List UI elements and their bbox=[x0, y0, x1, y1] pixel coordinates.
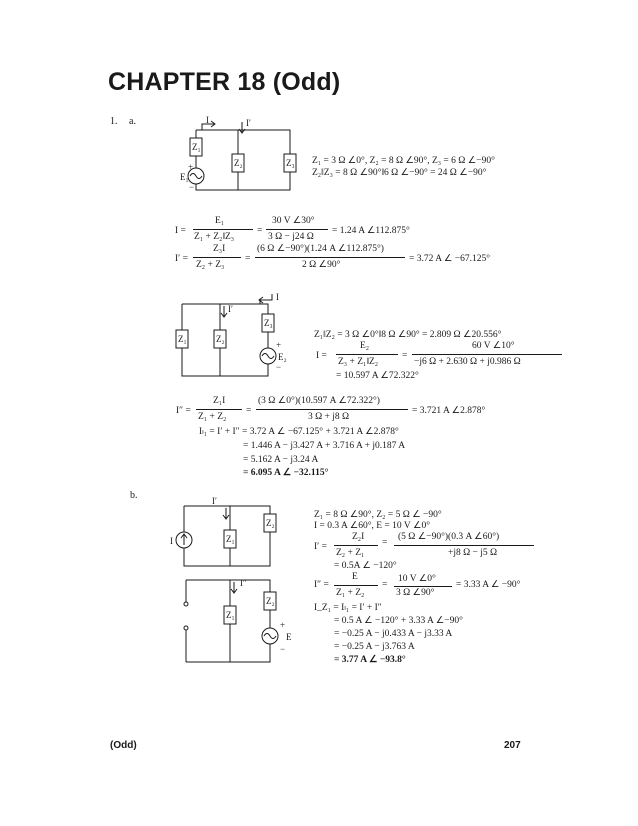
b-ipp-eq: = bbox=[382, 580, 388, 590]
b-ipp-num2: 10 V ∠0° bbox=[398, 574, 436, 584]
a-ipp-fraction-bar-2 bbox=[256, 409, 408, 410]
b-ipp-den2: 3 Ω ∠90° bbox=[396, 588, 435, 598]
b-ip-fraction-bar-2 bbox=[394, 545, 534, 546]
a-ip-lhs: I′ = bbox=[175, 254, 188, 264]
a2-z3-label: Z₃ bbox=[264, 318, 273, 328]
b-given-2: I = 0.3 A ∠60°, E = 10 V ∠0° bbox=[314, 521, 431, 531]
a-ipp-den2: 3 Ω + j8 Ω bbox=[308, 412, 350, 422]
b2-z2-label: Z₂ bbox=[266, 596, 275, 606]
a2-plus-label: + bbox=[276, 340, 282, 350]
b-iz-line-2: = 0.5 A ∠ −120° + 3.33 A ∠−90° bbox=[334, 616, 463, 626]
circuit-a1-diagram bbox=[178, 115, 308, 198]
a-il-line-2: = 1.446 A − j3.427 A + 3.716 A + j0.187 A bbox=[243, 441, 406, 451]
b1-z2-label: Z₂ bbox=[266, 518, 275, 528]
circuit-a2-diagram bbox=[172, 292, 292, 384]
a-i2-den2: −j6 Ω + 2.630 Ω + j0.986 Ω bbox=[414, 357, 521, 367]
a-ip-den1: Z₂ + Z₃ bbox=[196, 260, 225, 270]
b-ip-eq: = bbox=[382, 538, 388, 548]
b2-plus-label: + bbox=[280, 620, 286, 630]
a-ipp-fraction-bar-1 bbox=[196, 409, 242, 410]
a-ip-num1: Z₃I bbox=[213, 244, 226, 254]
a-z12: Z₁‖Z₂ = 3 Ω ∠0°‖8 Ω ∠90° = 2.809 Ω ∠20.556° bbox=[314, 330, 502, 340]
b2-minus-label: − bbox=[280, 644, 286, 654]
b-iz-line-1: I_Z₁ = Iₗ₁ = I′ + I″ bbox=[314, 603, 382, 613]
a-i2-result: = 10.597 A ∠72.322° bbox=[336, 371, 419, 381]
part-b-label: b. bbox=[130, 490, 138, 501]
a1-minus-label: − bbox=[189, 182, 195, 192]
a-i-num1: E₁ bbox=[215, 216, 225, 226]
b2-idoubleprime-label: I″ bbox=[240, 578, 247, 588]
a-i2-num2: 60 V ∠10° bbox=[472, 341, 515, 351]
a-i-num2: 30 V ∠30° bbox=[272, 216, 315, 226]
a2-e2-label: E₂ bbox=[278, 352, 287, 362]
b-iz-line-4: = −0.25 A − j3.763 A bbox=[334, 642, 415, 652]
a-i-lhs: I = bbox=[175, 226, 186, 236]
a-ip-fraction-bar-1 bbox=[193, 257, 241, 258]
b2-z1-label: Z₁ bbox=[226, 610, 235, 620]
a2-i-label: I bbox=[276, 292, 279, 302]
a-ipp-eq: = bbox=[246, 406, 252, 416]
a-ipp-num2: (3 Ω ∠0°)(10.597 A ∠72.322°) bbox=[258, 396, 380, 406]
b-given-1: Z₁ = 8 Ω ∠90°, Z₂ = 5 Ω ∠ −90° bbox=[314, 510, 442, 520]
b-ipp-fraction-bar-1 bbox=[334, 585, 378, 586]
a-il-line-3: = 5.162 A − j3.24 A bbox=[243, 455, 319, 465]
a-ipp-result: = 3.721 A ∠2.878° bbox=[412, 406, 486, 416]
a-ip-num2: (6 Ω ∠−90°)(1.24 A ∠112.875°) bbox=[257, 244, 384, 254]
a-i-fraction-bar-1 bbox=[193, 229, 253, 230]
a-i2-fraction-bar-2 bbox=[412, 354, 562, 355]
a2-z1-label: Z₁ bbox=[178, 334, 187, 344]
b-ipp-lhs: I″ = bbox=[314, 580, 329, 590]
a-ipp-lhs: I″ = bbox=[176, 406, 191, 416]
a-i2-fraction-bar-1 bbox=[336, 354, 398, 355]
chapter-title: CHAPTER 18 (Odd) bbox=[108, 68, 341, 96]
a-i2-eq: = bbox=[402, 351, 408, 361]
a-i2-den1: Z₃ + Z₁‖Z₂ bbox=[338, 357, 379, 367]
b-iz-line-3: = −0.25 A − j0.433 A − j3.33 A bbox=[334, 629, 453, 639]
b-iz-line-5: = 3.77 A ∠ −93.8° bbox=[334, 655, 406, 665]
part-a-label: a. bbox=[129, 116, 136, 127]
b-ipp-den1: Z₁ + Z₂ bbox=[336, 588, 365, 598]
circuit-b2-diagram bbox=[178, 574, 294, 668]
a-ip-fraction-bar-2 bbox=[255, 257, 405, 258]
a-i-eq: = bbox=[257, 226, 263, 236]
a-il-line-4: = 6.095 A ∠ −32.115° bbox=[243, 468, 329, 478]
b-ip-den1: Z₂ + Z₁ bbox=[336, 548, 365, 558]
a1-e1-label: E₁ bbox=[180, 172, 189, 182]
page-number: 207 bbox=[504, 740, 521, 751]
b-ip-num2: (5 Ω ∠−90°)(0.3 A ∠60°) bbox=[398, 532, 500, 542]
b-ip-den2: +j8 Ω − j5 Ω bbox=[448, 548, 498, 558]
a-ipp-num1: Z₁I bbox=[213, 396, 226, 406]
b1-iprime-label: I′ bbox=[212, 496, 217, 506]
a1-plus-label: + bbox=[188, 162, 194, 172]
a2-minus-label: − bbox=[276, 362, 282, 372]
a-i-result: = 1.24 A ∠112.875° bbox=[332, 226, 410, 236]
b-ipp-num1: E bbox=[352, 572, 358, 582]
b-ip-num1: Z₂I bbox=[352, 532, 365, 542]
a-i2-lhs: I = bbox=[316, 351, 327, 361]
a-i-den1: Z₁ + Z₂‖Z₃ bbox=[194, 232, 235, 242]
circuit-b1-diagram bbox=[166, 494, 284, 578]
b-ip-fraction-bar-1 bbox=[334, 545, 378, 546]
a-ip-den2: 2 Ω ∠90° bbox=[302, 260, 341, 270]
a-i-fraction-bar-2 bbox=[266, 229, 328, 230]
a2-iprime-label: I′ bbox=[228, 304, 233, 314]
a-ip-result: = 3.72 A ∠ −67.125° bbox=[409, 254, 491, 264]
a1-z2-label: Z₂ bbox=[234, 158, 243, 168]
a-ip-eq: = bbox=[245, 254, 251, 264]
b1-i-label: I bbox=[170, 536, 173, 546]
a-ipp-den1: Z₁ + Z₂ bbox=[198, 412, 227, 422]
b-ipp-fraction-bar-2 bbox=[394, 586, 452, 587]
problem-number: 1. bbox=[110, 116, 118, 127]
b1-z1-label: Z₁ bbox=[226, 534, 235, 544]
a-given-1: Z₁ = 3 Ω ∠0°, Z₂ = 8 Ω ∠90°, Z₃ = 6 Ω ∠−90° bbox=[312, 156, 495, 166]
a-il-line-1: Iₗ₁ = I′ + I″ = 3.72 A ∠ −67.125° + 3.721 A ∠2.878° bbox=[199, 427, 399, 437]
b-ipp-result: = 3.33 A ∠ −90° bbox=[456, 580, 521, 590]
b2-e-label: E bbox=[286, 632, 292, 642]
a1-iprime-label: I′ bbox=[246, 118, 251, 128]
b-ip-result: = 0.5A ∠ −120° bbox=[334, 561, 397, 571]
a2-z2-label: Z₂ bbox=[216, 334, 225, 344]
a1-i-label: I bbox=[206, 115, 209, 125]
a1-z3-label: Z₃ bbox=[286, 158, 295, 168]
a-i2-num1: E₂ bbox=[360, 341, 370, 351]
footer-left: (Odd) bbox=[110, 740, 137, 751]
a1-z1-label: Z₁ bbox=[192, 142, 201, 152]
b-ip-lhs: I′ = bbox=[314, 542, 327, 552]
a-i-den2: 3 Ω − j24 Ω bbox=[268, 232, 314, 242]
a-given-2: Z₂‖Z₃ = 8 Ω ∠90°‖6 Ω ∠−90° = 24 Ω ∠−90° bbox=[312, 168, 487, 178]
